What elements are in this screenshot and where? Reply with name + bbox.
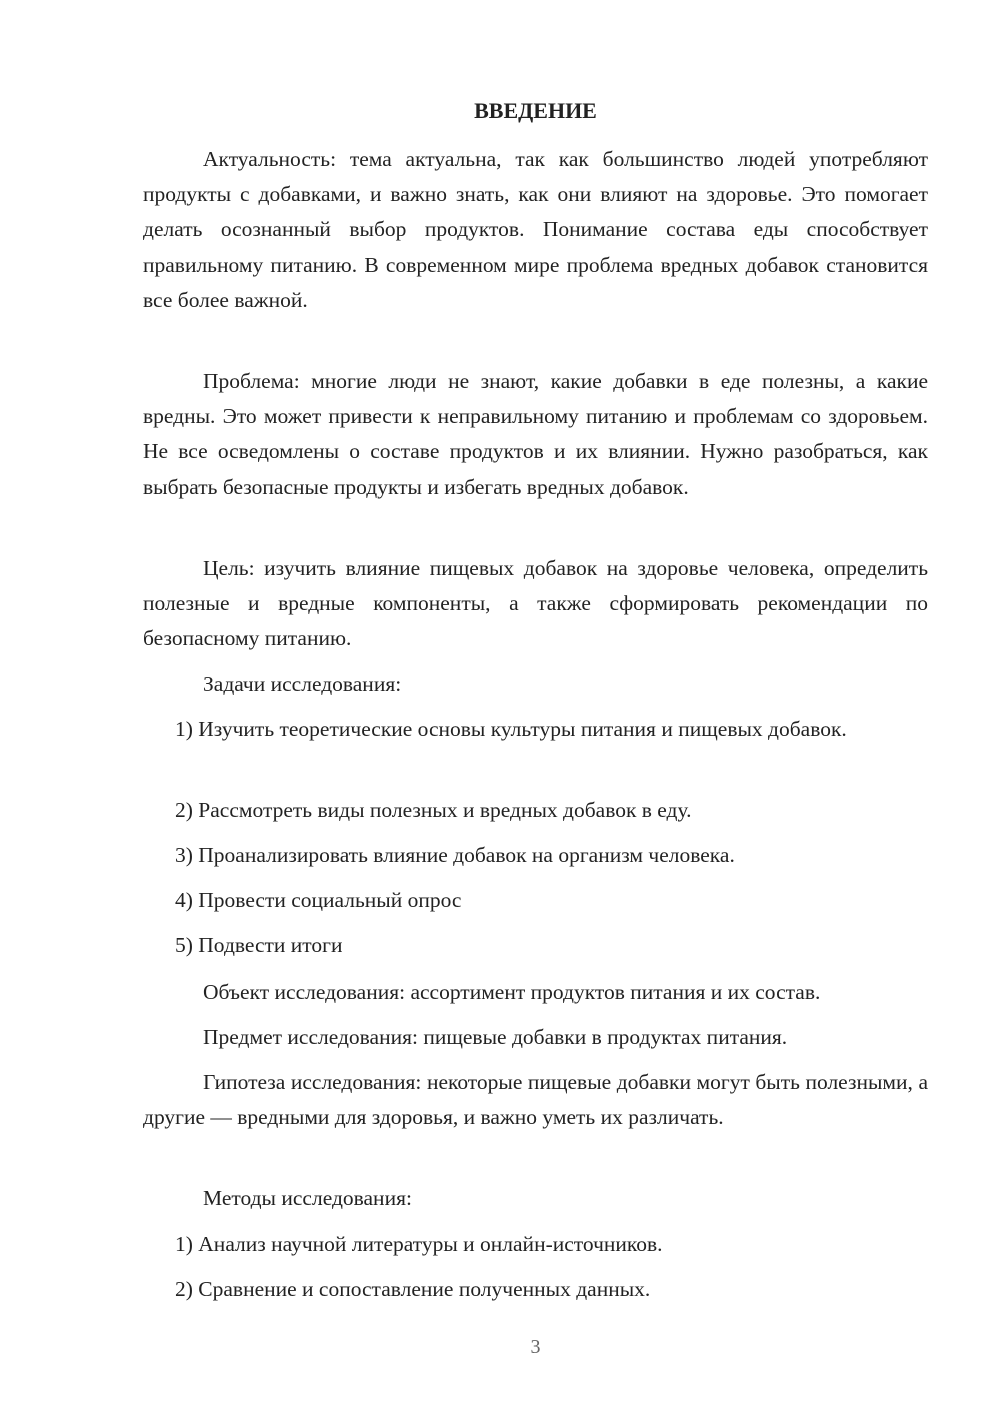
task-item-5: 5) Подвести итоги: [175, 933, 343, 957]
page-number: 3: [530, 1336, 541, 1358]
section-title: ВВЕДЕНИЕ: [474, 98, 597, 123]
relevance-paragraph: Актуальность: тема актуальна, так как большинство людей употребляют продукты с добавками, и важно знать, как они влияют на здоровье. Это помогает делать осознанный выбор продуктов. Понимание состава еды способствует правильному питанию. В современном мире проблема вредных добавок становится все более важной.: [143, 147, 928, 312]
document-page: [143, 0, 928, 1414]
subject-paragraph: Предмет исследования: пищевые добавки в продуктах питания.: [203, 1025, 788, 1049]
task-item-4: 4) Провести социальный опрос: [175, 888, 462, 912]
goal-paragraph: Цель: изучить влияние пищевых добавок на здоровье человека, определить полезные и вредные компоненты, а также сформировать рекомендации по безопасному питанию.: [143, 556, 928, 651]
hypothesis-paragraph: Гипотеза исследования: некоторые пищевые добавки могут быть полезными, а другие — вредными для здоровья, и важно уметь их различать.: [143, 1070, 928, 1130]
method-item-2: 2) Сравнение и сопоставление полученных данных.: [175, 1277, 651, 1301]
methods-heading: Методы исследования:: [203, 1186, 412, 1210]
problem-paragraph: Проблема: многие люди не знают, какие добавки в еде полезны, а какие вредны. Это может привести к неправильному питанию и проблемам со здоровьем. Не все осведомлены о составе продуктов и их влиянии. Нужно разобраться, как выбрать безопасные продукты и избегать вредных добавок.: [143, 369, 928, 499]
task-item-1: 1) Изучить теоретические основы культуры питания и пищевых добавок.: [175, 717, 847, 741]
task-item-3: 3) Проанализировать влияние добавок на организм человека.: [175, 843, 735, 867]
task-item-2: 2) Рассмотреть виды полезных и вредных добавок в еду.: [175, 798, 692, 822]
object-paragraph: Объект исследования: ассортимент продуктов питания и их состав.: [203, 980, 821, 1004]
tasks-heading: Задачи исследования:: [203, 672, 402, 696]
method-item-1: 1) Анализ научной литературы и онлайн-источников.: [175, 1232, 663, 1256]
